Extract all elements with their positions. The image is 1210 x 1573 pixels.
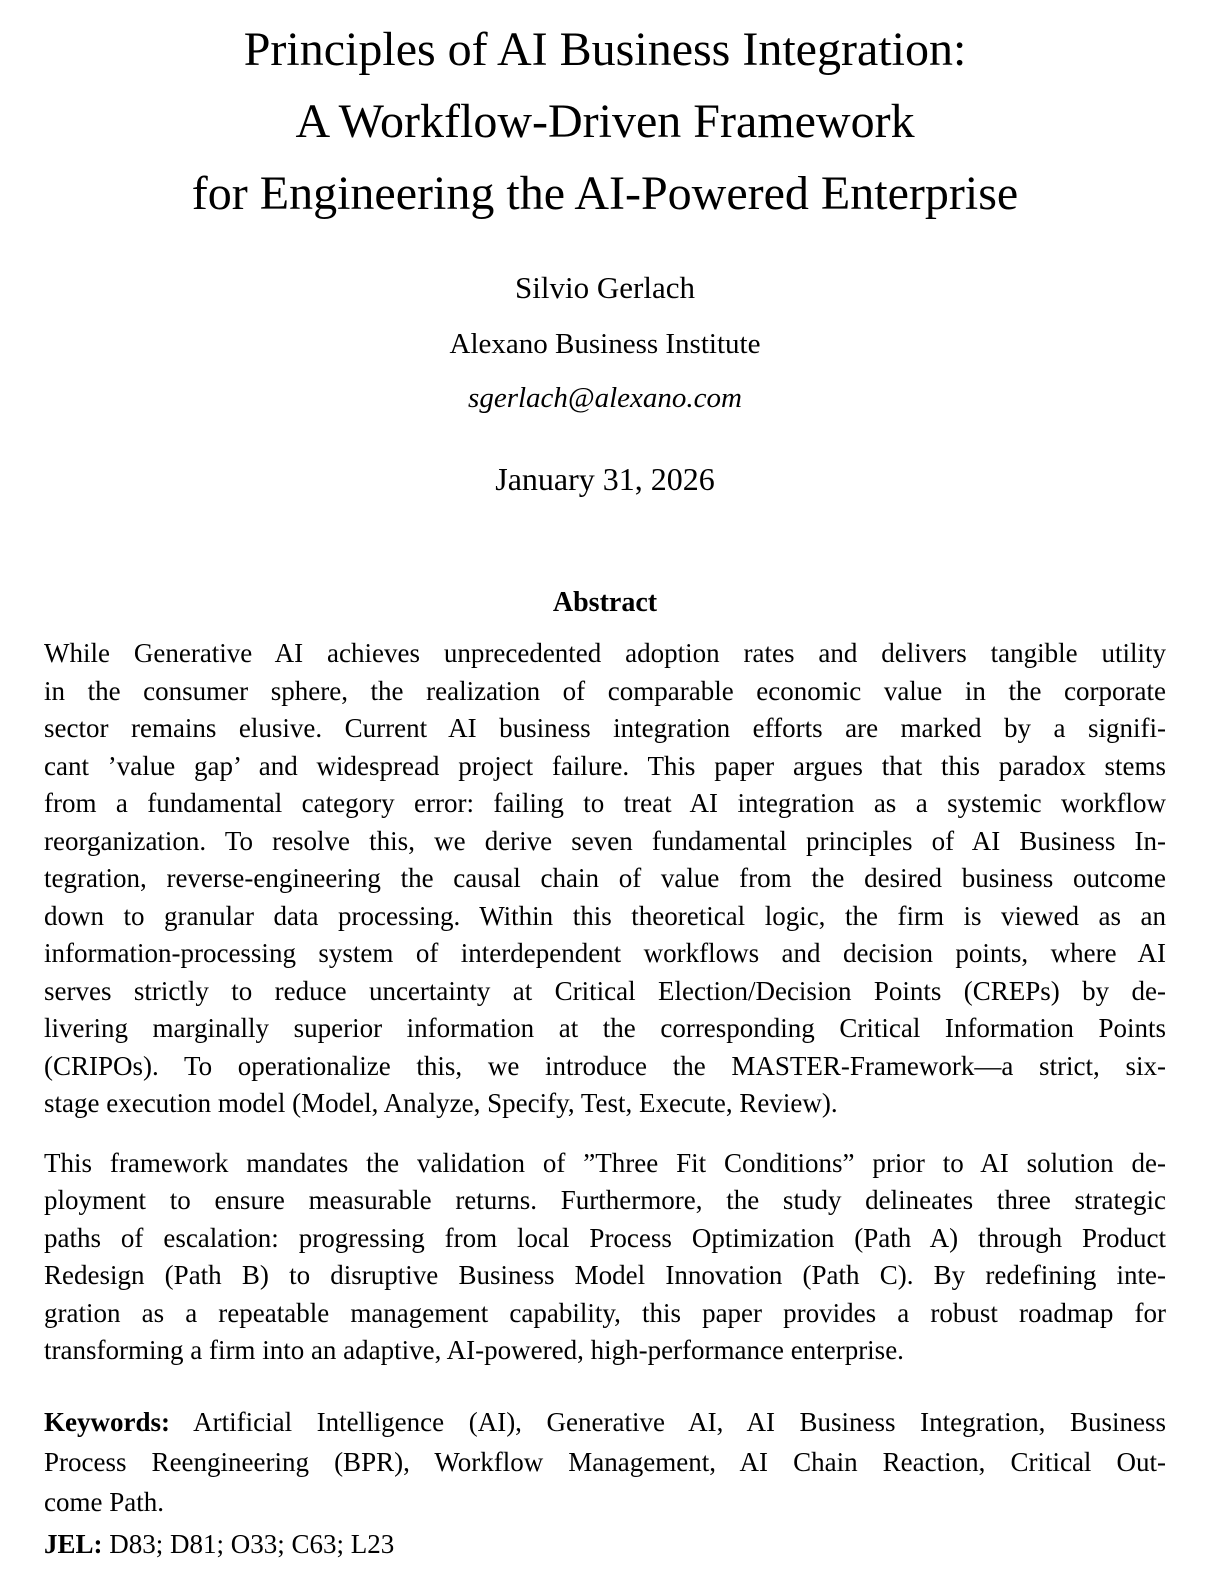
text-line: tegration, reverse-engineering the causal chain of value from the desired business outcome <box>44 863 1166 893</box>
abstract-paragraph-2 <box>44 1145 1166 1370</box>
abstract-paragraph-1 <box>44 635 1166 1123</box>
text-line: in the consumer sphere, the realization of comparable economic value in the corporate <box>44 675 1166 706</box>
title-line-3: for Engineering the AI-Powered Enterprise <box>191 167 1019 220</box>
paper-date: January 31, 2026 <box>495 461 715 497</box>
title-line-2: A Workflow-Driven Framework <box>295 95 915 148</box>
text-line: gration as a repeatable management capability, this paper provides a robust roadmap for <box>44 1297 1166 1328</box>
text-line: down to granular data processing. Within this theoretical logic, the firm is viewed as an <box>44 900 1166 931</box>
title-line-1: Principles of AI Business Integration: <box>243 23 967 76</box>
text-line: sector remains elusive. Current AI business integration efforts are marked by a signifi- <box>44 713 1166 743</box>
text-line: Redesign (Path B) to disruptive Business Model Innovation (Path C). By redefining inte- <box>44 1260 1166 1290</box>
keywords-line-1 <box>44 1402 1166 1442</box>
paper-title <box>44 14 1166 230</box>
text-line: paths of escalation: progressing from local Process Optimization (Path A) through Product <box>44 1222 1166 1253</box>
text-line: cant ’value gap’ and widespread project failure. This paper argues that this paradox stems <box>44 750 1166 781</box>
abstract-heading: Abstract <box>552 587 658 618</box>
author-email: sgerlach@alexano.com <box>468 382 742 414</box>
text-line: information-processing system of interdependent workflows and decision points, where AI <box>44 938 1166 968</box>
jel-codes: D83; D81; O33; C63; L23 <box>109 1528 395 1559</box>
abstract-section <box>44 585 1166 1370</box>
text-line: While Generative AI achieves unprecedented adoption rates and delivers tangible utility <box>44 638 1166 668</box>
keywords-line-2: Process Reengineering (BPR), Workflow Management, AI Chain Reaction, Critical Out- <box>44 1446 1166 1477</box>
text-line: stage execution model (Model, Analyze, Specify, Test, Execute, Review). <box>44 1088 838 1118</box>
jel-label: JEL: <box>44 1528 103 1559</box>
keywords-line-3: come Path. <box>44 1486 164 1517</box>
author-affiliation: Alexano Business Institute <box>449 328 761 360</box>
keywords-text-1: Artificial Intelligence (AI), Generative AI, AI Business Integration, Business <box>193 1406 1166 1437</box>
text-line: from a fundamental category error: failing to treat AI integration as a systemic workflow <box>44 788 1166 818</box>
text-line: reorganization. To resolve this, we derive seven fundamental principles of AI Business In- <box>44 825 1166 856</box>
text-line: serves strictly to reduce uncertainty at Critical Election/Decision Points (CREPs) by de- <box>44 975 1166 1006</box>
text-line: transforming a firm into an adaptive, AI-powered, high-performance enterprise. <box>44 1335 904 1365</box>
keywords-section <box>44 1402 1166 1564</box>
text-line: (CRIPOs). To operationalize this, we introduce the MASTER-Framework—a strict, six- <box>44 1050 1166 1081</box>
author-name: Silvio Gerlach <box>515 270 695 305</box>
text-line: ployment to ensure measurable returns. Furthermore, the study delineates three strategic <box>44 1185 1166 1215</box>
keywords-label: Keywords: <box>44 1406 170 1437</box>
jel-line <box>44 1524 1166 1564</box>
text-line: This framework mandates the validation of ”Three Fit Conditions” prior to AI solution de- <box>44 1147 1166 1178</box>
text-line: livering marginally superior information at the corresponding Critical Information Points <box>44 1013 1166 1043</box>
